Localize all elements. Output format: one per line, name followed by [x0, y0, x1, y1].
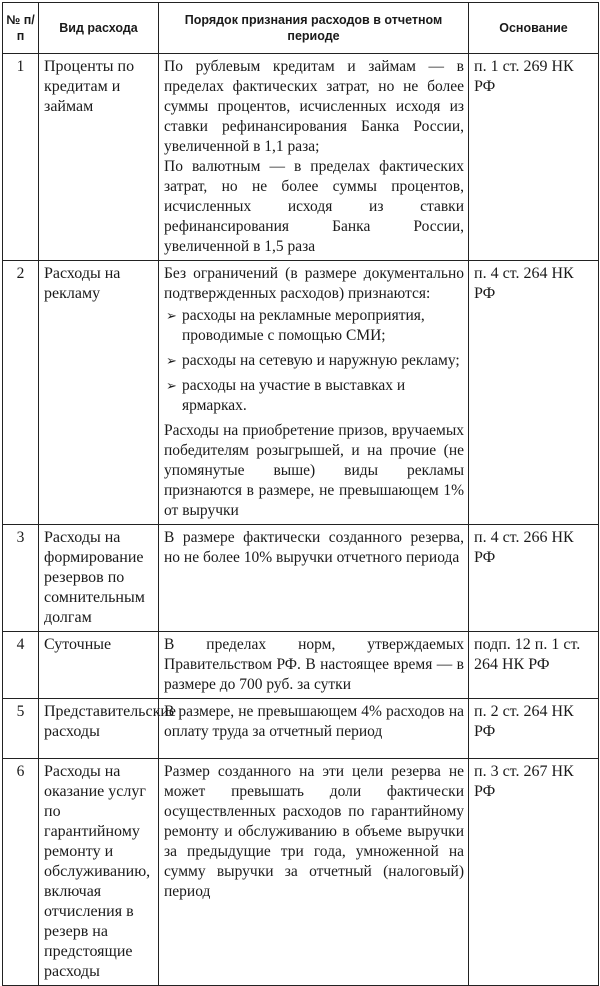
order-text: В размере, не превышающем 4% расходов на оплату труда за отчетный период — [164, 703, 464, 740]
table-row — [3, 54, 599, 261]
table-row — [3, 699, 599, 759]
order-paragraph: По рублевым кредитам и займам — в пределах фактических затрат, но не более суммы процентов, исчисленных исходя из ставки рефинансирования Банка России, увеличенной в 1,1 раза; — [164, 58, 464, 155]
recognition-order — [159, 54, 469, 261]
recognition-order — [159, 632, 469, 699]
recognition-order — [159, 261, 469, 525]
order-text: В пределах норм, утверждаемых Правительством РФ. В настоящее время — в размере до 700 руб. за сутки — [164, 636, 464, 693]
order-text: В размере фактически созданного резерва, но не более 10% выручки отчетного периода — [164, 529, 464, 566]
legal-basis: п. 2 ст. 264 НК РФ — [469, 699, 599, 759]
legal-basis: п. 3 ст. 267 НК РФ — [469, 759, 599, 986]
expense-type: Суточные — [39, 632, 159, 699]
legal-basis: подп. 12 п. 1 ст. 264 НК РФ — [469, 632, 599, 699]
list-item — [164, 351, 464, 371]
expense-type: Расходы на формирование резервов по сомнительным долгам — [39, 525, 159, 632]
bullet-list — [164, 306, 464, 416]
table-row — [3, 525, 599, 632]
expense-type: Проценты по кредитам и займам — [39, 54, 159, 261]
header-expense-type: Вид расхода — [39, 3, 159, 54]
list-item-text: расходы на участие в выставках и ярмарках. — [182, 377, 406, 414]
order-paragraph: По валютным — в пределах фактических затрат, но не более суммы процентов, исчисленных исходя из ставки рефинансирования Банка России, увеличенной в 1,5 раза — [164, 158, 464, 255]
order-intro: Без ограничений (в размере документально подтвержденных расходов) признаются: — [164, 265, 464, 302]
row-num: 2 — [3, 261, 39, 525]
table-header-row — [3, 3, 599, 54]
list-item-text: расходы на рекламные мероприятия, проводимые с помощью СМИ; — [182, 307, 425, 344]
table-row — [3, 261, 599, 525]
header-recognition-order: Порядок признания расходов в отчетном периоде — [159, 3, 469, 54]
recognition-order — [159, 759, 469, 986]
order-text: Размер созданного на эти цели резерва не может превышать доли фактически осуществленных расходов по гарантийному ремонту и обслуживанию в объеме выручки за предыдущие три года, умноженной на сумму выручки за отчетный (налоговый) период — [164, 763, 464, 900]
legal-basis: п. 1 ст. 269 НК РФ — [469, 54, 599, 261]
row-num: 3 — [3, 525, 39, 632]
arrowhead-bullet-icon: ➢ — [166, 378, 177, 393]
recognition-order — [159, 525, 469, 632]
list-item-text: расходы на сетевую и наружную рекламу; — [182, 352, 460, 369]
row-num: 5 — [3, 699, 39, 759]
expense-type: Расходы на рекламу — [39, 261, 159, 525]
order-outro: Расходы на приобретение призов, вручаемых победителям розыгрышей, и на прочие (не упомянутые выше) виды рекламы признаются в размере, не превышающем 1% от выручки — [164, 422, 464, 519]
row-num: 6 — [3, 759, 39, 986]
list-item — [164, 376, 464, 416]
legal-basis: п. 4 ст. 264 НК РФ — [469, 261, 599, 525]
table-row — [3, 759, 599, 986]
legal-basis: п. 4 ст. 266 НК РФ — [469, 525, 599, 632]
arrowhead-bullet-icon: ➢ — [166, 308, 177, 323]
header-num: № п/п — [3, 3, 39, 54]
expense-type: Расходы на оказание услуг по гарантийному ремонту и обслуживанию, включая отчисления в резерв на предстоящие расходы — [39, 759, 159, 986]
recognition-order — [159, 699, 469, 759]
row-num: 1 — [3, 54, 39, 261]
expense-recognition-table — [2, 2, 599, 986]
table-row — [3, 632, 599, 699]
header-basis: Основание — [469, 3, 599, 54]
list-item — [164, 306, 464, 346]
row-num: 4 — [3, 632, 39, 699]
arrowhead-bullet-icon: ➢ — [166, 353, 177, 368]
expense-type: Представительские расходы — [39, 699, 159, 759]
